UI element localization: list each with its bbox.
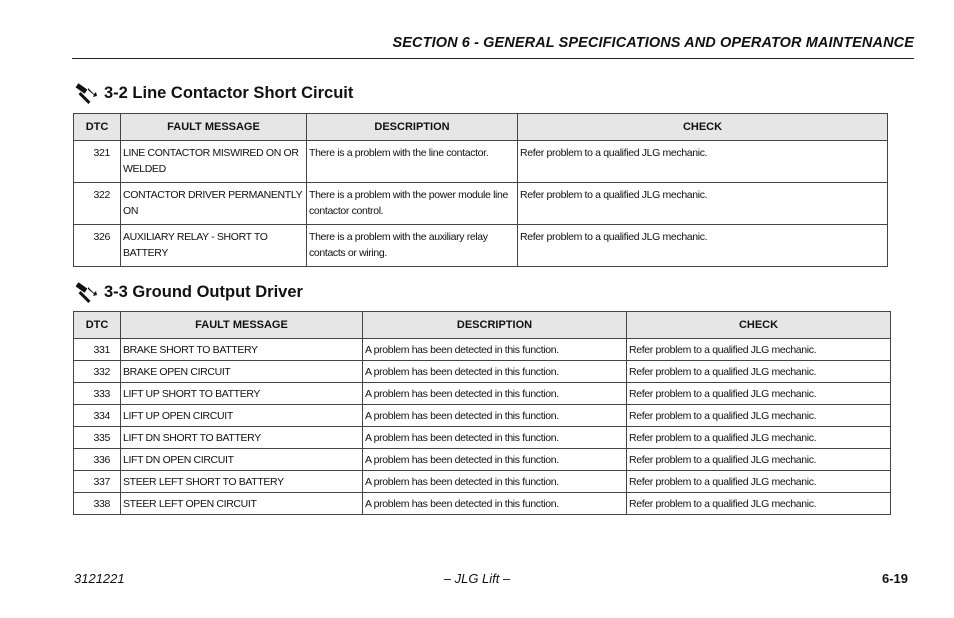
table-row <box>74 449 891 471</box>
check-cell: Refer problem to a qualified JLG mechanic. <box>627 427 891 449</box>
dtc-cell: 334 <box>74 405 121 427</box>
table-row <box>74 141 888 183</box>
check-cell: Refer problem to a qualified JLG mechanic. <box>627 339 891 361</box>
table-row <box>74 183 888 225</box>
wrench-hammer-icon <box>74 281 98 303</box>
check-cell: Refer problem to a qualified JLG mechanic. <box>627 361 891 383</box>
check-cell: Refer problem to a qualified JLG mechanic. <box>518 141 888 183</box>
dtc-cell: 322 <box>74 183 121 225</box>
description-cell: A problem has been detected in this function. <box>363 493 627 515</box>
table-row <box>74 361 891 383</box>
fault-message-cell: LIFT DN OPEN CIRCUIT <box>121 449 363 471</box>
fault-message-cell: BRAKE SHORT TO BATTERY <box>121 339 363 361</box>
dtc-cell: 321 <box>74 141 121 183</box>
description-cell: There is a problem with the auxiliary relay contacts or wiring. <box>307 225 518 267</box>
section-heading-line-contactor <box>74 82 353 104</box>
publisher-label: – JLG Lift – <box>443 571 511 586</box>
column-header-fault-message: FAULT MESSAGE <box>121 114 307 141</box>
section-heading-ground-output-driver <box>74 281 303 303</box>
line-contactor-fault-table <box>73 113 888 267</box>
table-header-row <box>74 114 888 141</box>
description-cell: A problem has been detected in this function. <box>363 471 627 493</box>
dtc-cell: 336 <box>74 449 121 471</box>
check-cell: Refer problem to a qualified JLG mechanic. <box>627 493 891 515</box>
fault-message-cell: LIFT UP SHORT TO BATTERY <box>121 383 363 405</box>
fault-message-cell: LIFT UP OPEN CIRCUIT <box>121 405 363 427</box>
check-cell: Refer problem to a qualified JLG mechanic. <box>518 183 888 225</box>
table-row <box>74 427 891 449</box>
page-number: 6-19 <box>881 571 908 586</box>
description-cell: A problem has been detected in this function. <box>363 361 627 383</box>
fault-message-cell: LIFT DN SHORT TO BATTERY <box>121 427 363 449</box>
fault-message-cell: BRAKE OPEN CIRCUIT <box>121 361 363 383</box>
description-cell: A problem has been detected in this function. <box>363 383 627 405</box>
fault-message-cell: STEER LEFT SHORT TO BATTERY <box>121 471 363 493</box>
table-row <box>74 339 891 361</box>
check-cell: Refer problem to a qualified JLG mechanic. <box>627 383 891 405</box>
table-row <box>74 383 891 405</box>
description-cell: There is a problem with the power module line contactor control. <box>307 183 518 225</box>
page-section-title: SECTION 6 - GENERAL SPECIFICATIONS AND OPERATOR MAINTENANCE <box>392 35 914 51</box>
section-title: 3-2 Line Contactor Short Circuit <box>104 83 354 102</box>
dtc-cell: 335 <box>74 427 121 449</box>
column-header-check: CHECK <box>627 312 891 339</box>
fault-message-cell: LINE CONTACTOR MISWIRED ON OR WELDED <box>121 141 307 183</box>
description-cell: A problem has been detected in this function. <box>363 339 627 361</box>
column-header-dtc: DTC <box>74 312 121 339</box>
check-cell: Refer problem to a qualified JLG mechanic. <box>627 405 891 427</box>
fault-message-cell: CONTACTOR DRIVER PERMANENTLY ON <box>121 183 307 225</box>
column-header-fault-message: FAULT MESSAGE <box>121 312 363 339</box>
column-header-description: DESCRIPTION <box>363 312 627 339</box>
column-header-description: DESCRIPTION <box>307 114 518 141</box>
table-row <box>74 493 891 515</box>
table-row <box>74 405 891 427</box>
column-header-dtc: DTC <box>74 114 121 141</box>
dtc-cell: 338 <box>74 493 121 515</box>
dtc-cell: 337 <box>74 471 121 493</box>
check-cell: Refer problem to a qualified JLG mechanic. <box>627 471 891 493</box>
fault-message-cell: STEER LEFT OPEN CIRCUIT <box>121 493 363 515</box>
column-header-check: CHECK <box>518 114 888 141</box>
description-cell: A problem has been detected in this function. <box>363 427 627 449</box>
section-title: 3-3 Ground Output Driver <box>104 282 303 301</box>
dtc-cell: 331 <box>74 339 121 361</box>
wrench-hammer-icon <box>74 82 98 104</box>
check-cell: Refer problem to a qualified JLG mechanic. <box>627 449 891 471</box>
dtc-cell: 333 <box>74 383 121 405</box>
dtc-cell: 332 <box>74 361 121 383</box>
table-header-row <box>74 312 891 339</box>
description-cell: A problem has been detected in this function. <box>363 405 627 427</box>
table-row <box>74 471 891 493</box>
dtc-cell: 326 <box>74 225 121 267</box>
ground-output-driver-fault-table <box>73 311 891 515</box>
check-cell: Refer problem to a qualified JLG mechanic. <box>518 225 888 267</box>
description-cell: A problem has been detected in this function. <box>363 449 627 471</box>
table-row <box>74 225 888 267</box>
description-cell: There is a problem with the line contactor. <box>307 141 518 183</box>
header-divider <box>72 58 914 59</box>
fault-message-cell: AUXILIARY RELAY - SHORT TO BATTERY <box>121 225 307 267</box>
document-number: 3121221 <box>74 571 125 586</box>
